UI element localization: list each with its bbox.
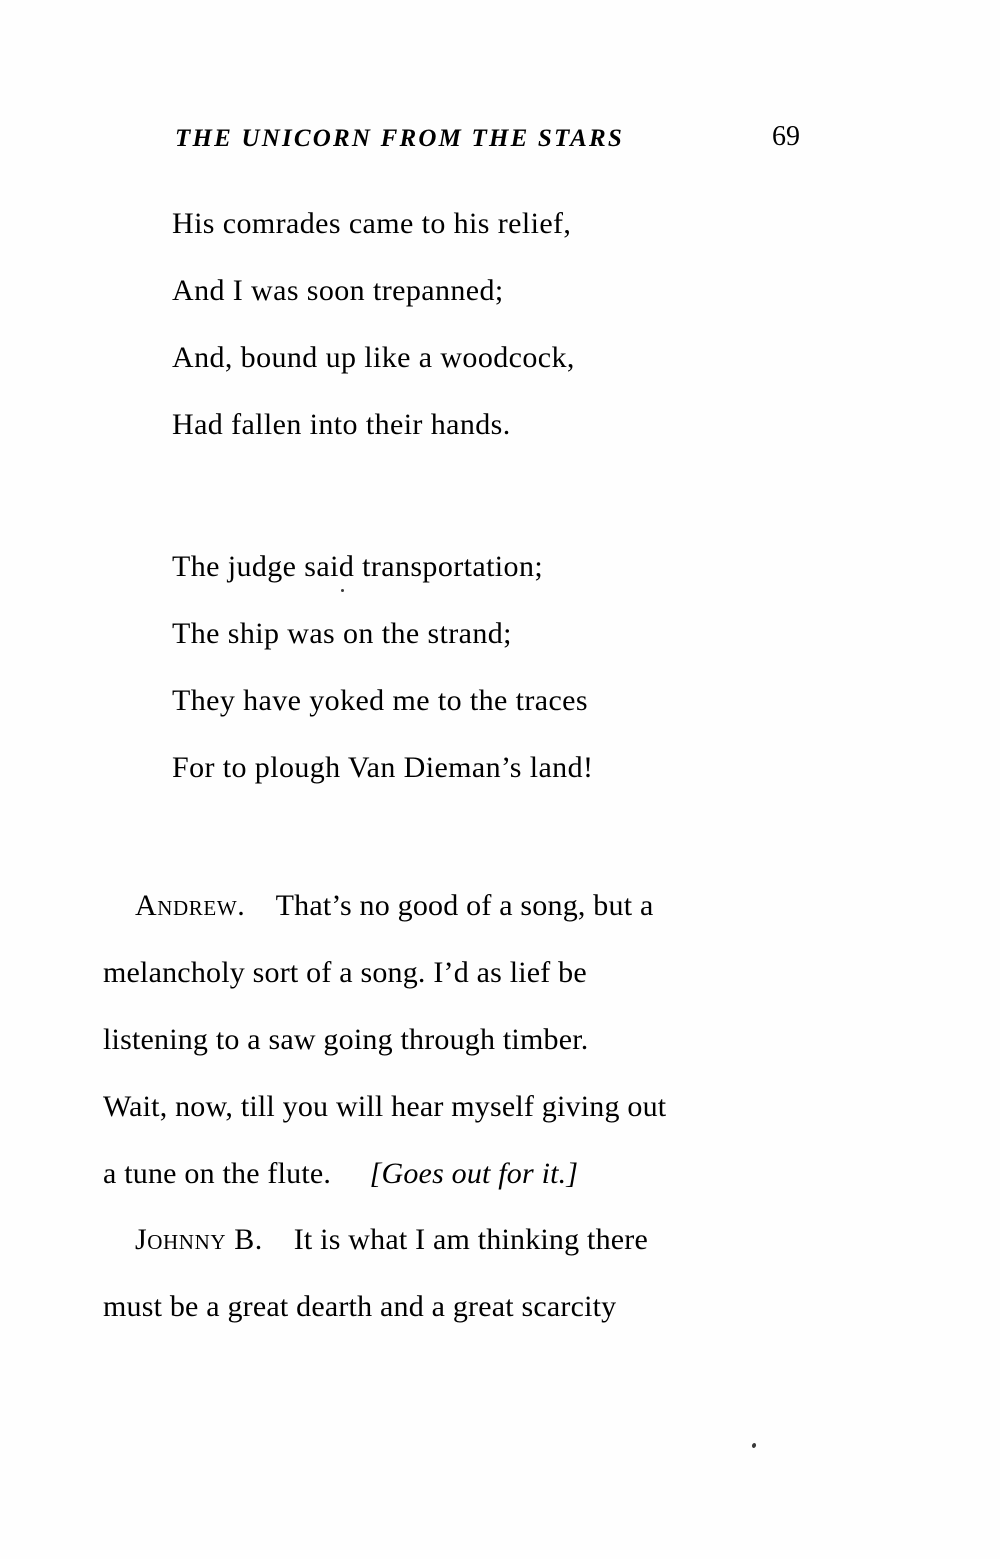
speaker-name: Andrew. [135,889,246,922]
page-number: 69 [772,121,800,152]
running-head-title: THE UNICORN FROM THE STARS [175,125,624,152]
speech-first-line [103,1206,803,1273]
verse-line: They have yoked me to the traces [172,684,588,717]
verse-stanza-1 [172,190,812,458]
speech-last-line [103,1140,803,1207]
verse-stanza-2 [172,533,812,801]
page-speck [751,1442,756,1448]
speech-text: melancholy sort of a song. I’d as lief be [103,956,587,989]
verse-line: Had fallen into their hands. [172,408,511,441]
speaker-name: Johnny B. [135,1223,263,1256]
verse-line: And I was soon trepanned; [172,274,504,307]
running-head [175,122,800,154]
speech-text: Wait, now, till you will hear myself giving out [103,1090,667,1123]
verse-line: The ship was on the strand; [172,617,512,650]
speech-andrew [103,872,803,1207]
speech-johnny-b [103,1206,803,1340]
speech-text: listening to a saw going through timber. [103,1023,589,1056]
verse-line: The judge said transportation; [172,550,544,583]
page-speck [341,589,344,592]
verse-line: His comrades came to his relief, [172,207,572,240]
speech-text: That’s no good of a song, but a [275,889,654,922]
speech-text: It is what I am thinking there [293,1223,648,1256]
speech-first-line [103,872,803,939]
speech-text: a tune on the flute. [103,1157,332,1190]
speech-text: must be a great dearth and a great scarcity [103,1290,617,1323]
stage-direction: [Goes out for it.] [369,1157,579,1190]
verse-line: For to plough Van Dieman’s land! [172,751,594,784]
verse-line: And, bound up like a woodcock, [172,341,575,374]
